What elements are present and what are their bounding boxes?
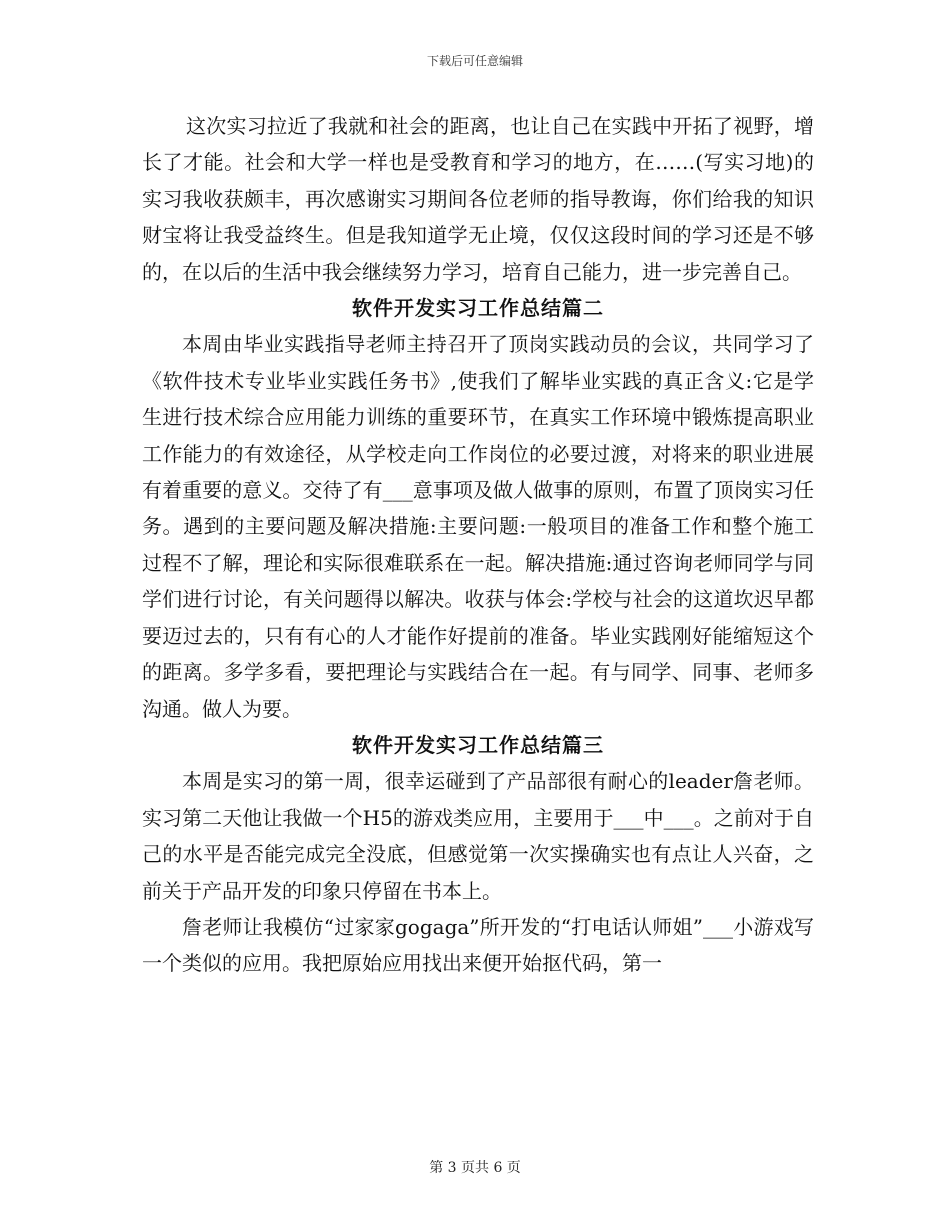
section-heading-2: 软件开发实习工作总结篇二 [352,296,604,321]
section-heading-3: 软件开发实习工作总结篇三 [352,732,604,757]
paragraph-section3-2: 詹老师让我模仿“过家家gogaga”所开发的“打电话认师姐”___小游戏写一个类似的应用。我把原始应用找出来便开始抠代码，第一 [142,914,814,976]
paragraph-section3-1: 本周是实习的第一周，很幸运碰到了产品部很有耐心的leader詹老师。实习第二天他让我做一个H5的游戏类应用，主要用于___中___。之前对于自己的水平是否能完成完全没底，但感觉第一次实操确实也有点让人兴奋，之前关于产品开发的印象只停留在书本上。 [142,769,814,903]
page-header-note: 下载后可任意编辑 [426,54,523,68]
page-number: 第 3 页共 6 页 [429,1160,521,1176]
paragraph-section1-tail: 这次实习拉近了我就和社会的距离，也让自己在实践中开拓了视野，增长了才能。社会和大学一样也是受教育和学习的地方，在……(写实习地)的实习我收获颇丰，再次感谢实习期间各位老师的指导教诲，你们给我的知识财宝将让我受益终生。但是我知道学无止境，仅仅这段时间的学习还是不够的，在以后的生活中我会继续努力学习，培育自己能力，进一步完善自己。 [142,114,814,284]
paragraph-section2: 本周由毕业实践指导老师主持召开了顶岗实践动员的会议，共同学习了《软件技术专业毕业实践任务书》,使我们了解毕业实践的真正含义:它是学生进行技术综合应用能力训练的重要环节，在真实工作环境中锻炼提高职业工作能力的有效途径，从学校走向工作岗位的必要过渡，对将来的职业进展有着重要的意义。交待了有___意事项及做人做事的原则，布置了顶岗实习任务。遇到的主要问题及解决措施:主要问题:一般项目的准备工作和整个施工过程不了解，理论和实际很难联系在一起。解决措施:通过咨询老师同学与同学们进行讨论，有关问题得以解决。收获与体会:学校与社会的这道坎迟早都要迈过去的，只有有心的人才能作好提前的准备。毕业实践刚好能缩短这个的距离。多学多看，要把理论与实践结合在一起。有与同学、同事、老师多沟通。做人为要。 [142,332,814,721]
document-body [142,108,814,982]
